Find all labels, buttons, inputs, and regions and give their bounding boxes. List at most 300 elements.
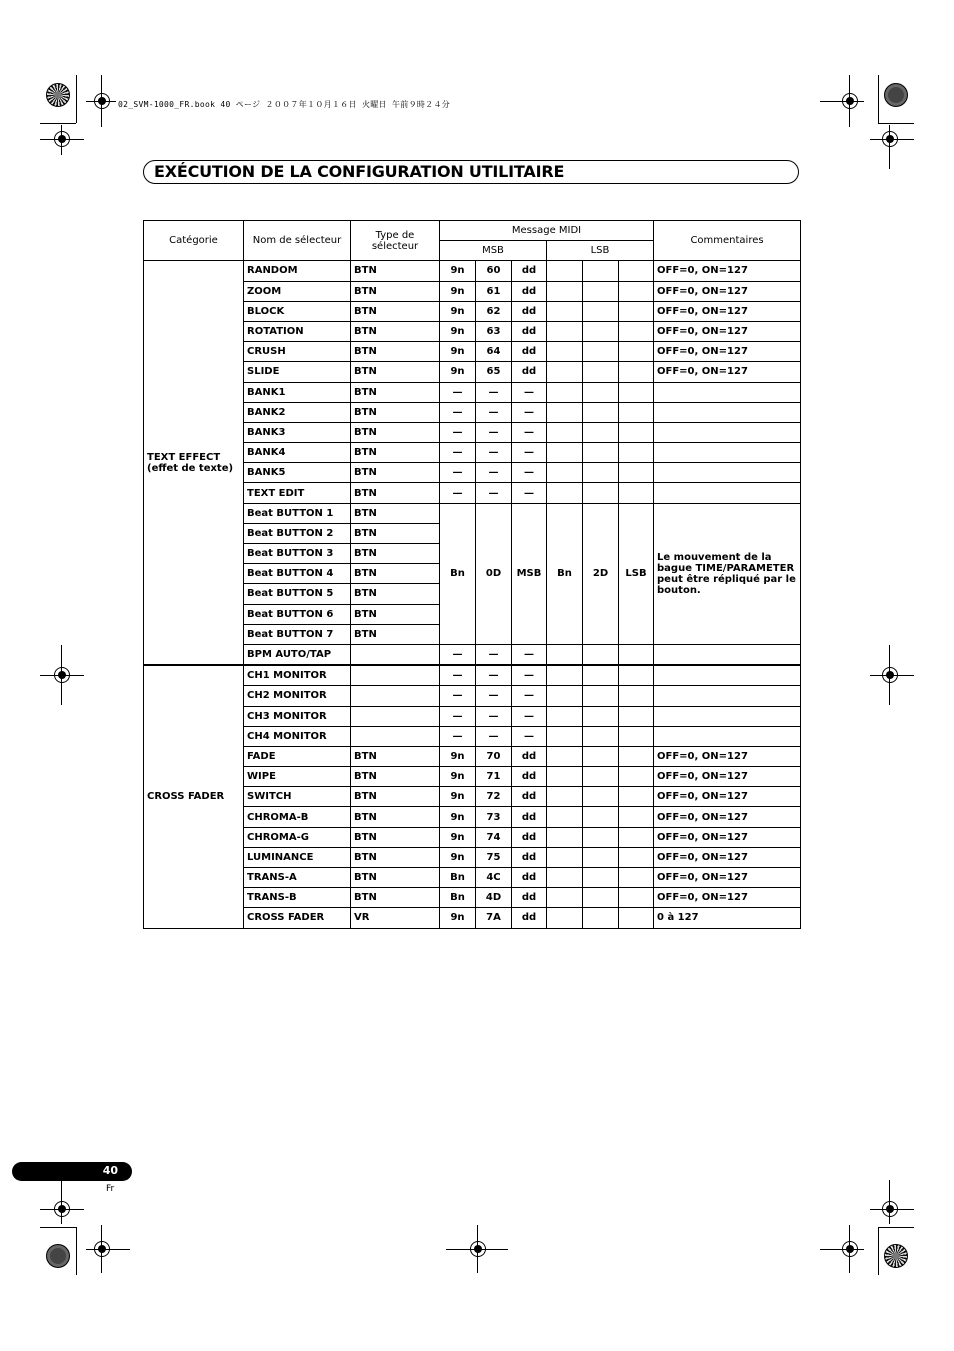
crop-line bbox=[820, 1249, 864, 1250]
table-cell bbox=[351, 726, 440, 746]
table-cell: BTN bbox=[351, 443, 440, 463]
table-cell: 9n bbox=[440, 908, 476, 928]
crop-line bbox=[101, 75, 102, 127]
table-cell: Beat BUTTON 7 bbox=[244, 624, 351, 644]
table-cell bbox=[547, 402, 583, 422]
table-cell: BANK5 bbox=[244, 463, 351, 483]
table-cell bbox=[583, 827, 619, 847]
table-cell: CRUSH bbox=[244, 342, 351, 362]
table-cell: dd bbox=[512, 767, 547, 787]
table-cell: OFF=0, ON=127 bbox=[654, 807, 801, 827]
crop-line bbox=[40, 1209, 84, 1210]
table-cell: — bbox=[440, 443, 476, 463]
table-cell bbox=[619, 908, 654, 928]
table-cell: — bbox=[512, 443, 547, 463]
table-cell: BPM AUTO/TAP bbox=[244, 644, 351, 665]
table-cell bbox=[583, 402, 619, 422]
table-cell bbox=[619, 665, 654, 686]
table-cell bbox=[351, 644, 440, 665]
table-cell: dd bbox=[512, 847, 547, 867]
table-cell bbox=[547, 847, 583, 867]
table-cell: 72 bbox=[476, 787, 512, 807]
table-cell: dd bbox=[512, 827, 547, 847]
table-cell: RANDOM bbox=[244, 261, 351, 281]
table-cell: OFF=0, ON=127 bbox=[654, 868, 801, 888]
table-cell bbox=[583, 644, 619, 665]
table-cell bbox=[583, 443, 619, 463]
table-cell: OFF=0, ON=127 bbox=[654, 888, 801, 908]
table-cell: FADE bbox=[244, 746, 351, 766]
table-cell bbox=[619, 847, 654, 867]
table-cell bbox=[654, 382, 801, 402]
page-title: EXÉCUTION DE LA CONFIGURATION UTILITAIRE bbox=[154, 162, 565, 181]
table-cell bbox=[547, 281, 583, 301]
table-cell: LSB bbox=[619, 503, 654, 644]
table-cell: BTN bbox=[351, 544, 440, 564]
table-cell bbox=[654, 726, 801, 746]
table-cell bbox=[619, 261, 654, 281]
table-cell bbox=[583, 847, 619, 867]
registration-disc-icon bbox=[46, 1244, 70, 1268]
header-midi-message: Message MIDI bbox=[440, 221, 654, 241]
table-cell: BTN bbox=[351, 604, 440, 624]
header-selector-type: Type de sélecteur bbox=[351, 221, 440, 261]
table-cell bbox=[654, 463, 801, 483]
table-cell bbox=[547, 261, 583, 281]
table-cell: — bbox=[512, 665, 547, 686]
table-cell: — bbox=[440, 686, 476, 706]
table-cell bbox=[583, 321, 619, 341]
table-cell bbox=[583, 726, 619, 746]
table-cell: ZOOM bbox=[244, 281, 351, 301]
table-cell bbox=[583, 261, 619, 281]
table-cell bbox=[654, 443, 801, 463]
table-cell: OFF=0, ON=127 bbox=[654, 827, 801, 847]
table-cell: 9n bbox=[440, 261, 476, 281]
table-cell bbox=[654, 686, 801, 706]
table-cell: dd bbox=[512, 362, 547, 382]
table-cell: LUMINANCE bbox=[244, 847, 351, 867]
table-row bbox=[144, 665, 801, 686]
table-cell: 75 bbox=[476, 847, 512, 867]
table-cell: — bbox=[476, 726, 512, 746]
crop-line bbox=[101, 1225, 102, 1273]
table-cell: OFF=0, ON=127 bbox=[654, 847, 801, 867]
table-cell bbox=[583, 807, 619, 827]
table-cell: CHROMA-B bbox=[244, 807, 351, 827]
table-cell: BTN bbox=[351, 503, 440, 523]
table-cell: BTN bbox=[351, 564, 440, 584]
table-cell: 4D bbox=[476, 888, 512, 908]
table-cell bbox=[619, 382, 654, 402]
table-cell: — bbox=[440, 644, 476, 665]
table-cell: 9n bbox=[440, 807, 476, 827]
table-cell: TEXT EDIT bbox=[244, 483, 351, 503]
table-cell: BTN bbox=[351, 807, 440, 827]
table-cell: 60 bbox=[476, 261, 512, 281]
table-cell bbox=[547, 362, 583, 382]
table-cell: BTN bbox=[351, 868, 440, 888]
table-cell bbox=[351, 686, 440, 706]
table-cell: ROTATION bbox=[244, 321, 351, 341]
table-cell: — bbox=[512, 422, 547, 442]
table-cell bbox=[619, 807, 654, 827]
table-cell: BTN bbox=[351, 523, 440, 543]
crop-line bbox=[889, 645, 890, 705]
table-cell: Beat BUTTON 3 bbox=[244, 544, 351, 564]
table-cell: dd bbox=[512, 321, 547, 341]
table-cell bbox=[583, 888, 619, 908]
table-cell: — bbox=[512, 706, 547, 726]
crop-line bbox=[889, 1180, 890, 1224]
table-cell bbox=[619, 443, 654, 463]
table-cell bbox=[547, 787, 583, 807]
table-cell bbox=[619, 746, 654, 766]
table-row bbox=[144, 261, 801, 281]
table-cell bbox=[583, 301, 619, 321]
crop-line bbox=[40, 123, 76, 124]
table-cell: dd bbox=[512, 888, 547, 908]
table-cell: SWITCH bbox=[244, 787, 351, 807]
crop-line bbox=[40, 139, 84, 140]
table-cell: BTN bbox=[351, 463, 440, 483]
table-cell bbox=[619, 706, 654, 726]
table-cell bbox=[619, 767, 654, 787]
table-cell bbox=[583, 767, 619, 787]
crop-line bbox=[878, 123, 914, 124]
table-cell bbox=[583, 908, 619, 928]
table-cell: — bbox=[440, 422, 476, 442]
table-cell: CH2 MONITOR bbox=[244, 686, 351, 706]
table-cell: — bbox=[476, 443, 512, 463]
table-cell: BANK3 bbox=[244, 422, 351, 442]
beat-comment: Le mouvement de la bague TIME/PARAMETER peut être répliqué par le bouton. bbox=[654, 503, 801, 644]
table-cell: BTN bbox=[351, 281, 440, 301]
table-cell: — bbox=[440, 665, 476, 686]
table-cell bbox=[547, 686, 583, 706]
table-cell: TRANS-B bbox=[244, 888, 351, 908]
table-cell bbox=[583, 342, 619, 362]
table-cell bbox=[547, 342, 583, 362]
table-cell bbox=[619, 483, 654, 503]
table-cell: BTN bbox=[351, 584, 440, 604]
table-cell bbox=[619, 422, 654, 442]
table-cell: Beat BUTTON 1 bbox=[244, 503, 351, 523]
table-cell bbox=[547, 422, 583, 442]
table-cell: — bbox=[512, 483, 547, 503]
table-cell: Beat BUTTON 4 bbox=[244, 564, 351, 584]
registration-disc-icon bbox=[884, 83, 908, 107]
table-cell: BTN bbox=[351, 321, 440, 341]
table-cell: BTN bbox=[351, 362, 440, 382]
header-selector-name: Nom de sélecteur bbox=[244, 221, 351, 261]
table-cell: CH1 MONITOR bbox=[244, 665, 351, 686]
table-cell: Beat BUTTON 5 bbox=[244, 584, 351, 604]
crop-line bbox=[849, 75, 850, 127]
crop-line bbox=[86, 1249, 130, 1250]
table-cell: — bbox=[476, 644, 512, 665]
crop-line bbox=[878, 1227, 879, 1275]
table-cell: BANK4 bbox=[244, 443, 351, 463]
table-cell: BTN bbox=[351, 847, 440, 867]
table-cell: 9n bbox=[440, 787, 476, 807]
table-cell: BANK1 bbox=[244, 382, 351, 402]
table-cell bbox=[583, 281, 619, 301]
table-cell bbox=[547, 443, 583, 463]
table-cell bbox=[547, 726, 583, 746]
table-cell: OFF=0, ON=127 bbox=[654, 342, 801, 362]
table-cell: 0 à 127 bbox=[654, 908, 801, 928]
table-cell: — bbox=[476, 402, 512, 422]
crop-line bbox=[61, 125, 62, 155]
table-cell bbox=[547, 463, 583, 483]
midi-table bbox=[143, 220, 801, 929]
table-cell bbox=[619, 402, 654, 422]
table-cell: — bbox=[476, 706, 512, 726]
table-cell: BTN bbox=[351, 767, 440, 787]
table-cell: CHROMA-G bbox=[244, 827, 351, 847]
registration-disc-icon bbox=[46, 83, 70, 107]
table-cell: BLOCK bbox=[244, 301, 351, 321]
crop-line bbox=[76, 1227, 77, 1275]
table-cell: — bbox=[512, 726, 547, 746]
table-cell: TRANS-A bbox=[244, 868, 351, 888]
table-cell bbox=[547, 706, 583, 726]
page-number: 40 bbox=[102, 1164, 118, 1177]
table-cell: dd bbox=[512, 281, 547, 301]
table-cell: OFF=0, ON=127 bbox=[654, 321, 801, 341]
table-cell bbox=[351, 706, 440, 726]
table-cell bbox=[547, 767, 583, 787]
table-cell: dd bbox=[512, 807, 547, 827]
table-cell: 64 bbox=[476, 342, 512, 362]
table-cell: — bbox=[440, 402, 476, 422]
table-cell: — bbox=[476, 483, 512, 503]
table-cell: dd bbox=[512, 301, 547, 321]
table-cell: 7A bbox=[476, 908, 512, 928]
header-comments: Commentaires bbox=[654, 221, 801, 261]
table-cell: 65 bbox=[476, 362, 512, 382]
table-cell bbox=[654, 644, 801, 665]
table-cell: 2D bbox=[583, 503, 619, 644]
table-cell bbox=[583, 868, 619, 888]
table-cell: — bbox=[440, 726, 476, 746]
table-cell: MSB bbox=[512, 503, 547, 644]
table-cell bbox=[351, 665, 440, 686]
table-cell: Bn bbox=[440, 503, 476, 644]
table-cell bbox=[547, 746, 583, 766]
table-cell: 9n bbox=[440, 342, 476, 362]
crop-line bbox=[889, 125, 890, 169]
table-cell bbox=[654, 706, 801, 726]
header-category: Catégorie bbox=[144, 221, 244, 261]
table-cell: dd bbox=[512, 261, 547, 281]
table-cell bbox=[583, 463, 619, 483]
table-cell: — bbox=[512, 463, 547, 483]
table-cell bbox=[619, 321, 654, 341]
table-cell: OFF=0, ON=127 bbox=[654, 281, 801, 301]
table-cell: 9n bbox=[440, 847, 476, 867]
crop-line bbox=[477, 1225, 478, 1273]
crop-line bbox=[878, 75, 879, 123]
table-cell bbox=[619, 281, 654, 301]
table-cell bbox=[547, 301, 583, 321]
table-cell bbox=[654, 665, 801, 686]
table-cell bbox=[619, 868, 654, 888]
table-cell: 63 bbox=[476, 321, 512, 341]
table-cell bbox=[547, 665, 583, 686]
table-cell: — bbox=[440, 483, 476, 503]
header-msb: MSB bbox=[440, 241, 547, 261]
table-cell: dd bbox=[512, 342, 547, 362]
table-cell: Beat BUTTON 2 bbox=[244, 523, 351, 543]
table-cell: BTN bbox=[351, 382, 440, 402]
table-cell: BTN bbox=[351, 746, 440, 766]
table-cell bbox=[583, 706, 619, 726]
crop-line bbox=[820, 101, 864, 102]
crop-line bbox=[40, 675, 84, 676]
table-cell: dd bbox=[512, 908, 547, 928]
table-cell: 9n bbox=[440, 746, 476, 766]
crop-line bbox=[870, 675, 914, 676]
table-cell bbox=[547, 382, 583, 402]
table-cell bbox=[583, 686, 619, 706]
table-cell bbox=[583, 362, 619, 382]
table-cell: 62 bbox=[476, 301, 512, 321]
table-cell bbox=[619, 726, 654, 746]
table-cell: BTN bbox=[351, 422, 440, 442]
table-cell: BTN bbox=[351, 402, 440, 422]
table-cell: CH3 MONITOR bbox=[244, 706, 351, 726]
table-cell bbox=[583, 787, 619, 807]
table-cell bbox=[619, 644, 654, 665]
table-cell: BANK2 bbox=[244, 402, 351, 422]
table-cell: WIPE bbox=[244, 767, 351, 787]
table-cell bbox=[547, 807, 583, 827]
table-cell: CH4 MONITOR bbox=[244, 726, 351, 746]
table-cell: Bn bbox=[547, 503, 583, 644]
table-cell: OFF=0, ON=127 bbox=[654, 261, 801, 281]
table-cell bbox=[547, 321, 583, 341]
table-cell bbox=[547, 644, 583, 665]
title-bar bbox=[143, 160, 799, 184]
table-cell: BTN bbox=[351, 301, 440, 321]
table-cell bbox=[654, 483, 801, 503]
table-cell: 4C bbox=[476, 868, 512, 888]
table-cell bbox=[547, 908, 583, 928]
table-cell: — bbox=[512, 402, 547, 422]
table-cell: — bbox=[476, 422, 512, 442]
table-cell: — bbox=[512, 686, 547, 706]
category-cell: TEXT EFFECT (effet de texte) bbox=[144, 261, 244, 665]
table-cell: BTN bbox=[351, 342, 440, 362]
table-cell bbox=[583, 422, 619, 442]
table-cell: 9n bbox=[440, 827, 476, 847]
table-cell: Bn bbox=[440, 888, 476, 908]
table-cell: — bbox=[476, 665, 512, 686]
crop-line bbox=[878, 1227, 914, 1228]
table-cell: 9n bbox=[440, 767, 476, 787]
crop-line bbox=[870, 139, 914, 140]
crop-line bbox=[76, 75, 77, 123]
table-cell: Beat BUTTON 6 bbox=[244, 604, 351, 624]
page-number-badge bbox=[12, 1162, 132, 1181]
crop-line bbox=[870, 1209, 914, 1210]
table-cell: — bbox=[512, 382, 547, 402]
table-cell: 9n bbox=[440, 301, 476, 321]
table-cell bbox=[583, 746, 619, 766]
table-cell: OFF=0, ON=127 bbox=[654, 767, 801, 787]
table-cell bbox=[583, 483, 619, 503]
header-lsb: LSB bbox=[547, 241, 654, 261]
table-cell: dd bbox=[512, 787, 547, 807]
table-cell: BTN bbox=[351, 827, 440, 847]
category-cell: CROSS FADER bbox=[144, 665, 244, 928]
table-cell bbox=[619, 301, 654, 321]
table-cell: 61 bbox=[476, 281, 512, 301]
table-cell bbox=[654, 402, 801, 422]
table-cell bbox=[619, 888, 654, 908]
table-cell: OFF=0, ON=127 bbox=[654, 787, 801, 807]
table-cell bbox=[583, 665, 619, 686]
table-cell: 9n bbox=[440, 281, 476, 301]
table-cell: BTN bbox=[351, 888, 440, 908]
table-cell: — bbox=[440, 463, 476, 483]
table-cell: BTN bbox=[351, 483, 440, 503]
table-cell: BTN bbox=[351, 787, 440, 807]
table-cell bbox=[583, 382, 619, 402]
table-cell: BTN bbox=[351, 624, 440, 644]
table-cell: — bbox=[440, 706, 476, 726]
table-cell: — bbox=[476, 382, 512, 402]
language-label: Fr bbox=[106, 1184, 115, 1194]
table-cell bbox=[654, 422, 801, 442]
table-cell: 71 bbox=[476, 767, 512, 787]
table-cell bbox=[619, 827, 654, 847]
table-cell: — bbox=[440, 382, 476, 402]
table-cell bbox=[619, 787, 654, 807]
table-cell bbox=[619, 342, 654, 362]
table-cell: VR bbox=[351, 908, 440, 928]
table-cell: OFF=0, ON=127 bbox=[654, 362, 801, 382]
crop-line bbox=[61, 645, 62, 705]
table-cell bbox=[619, 686, 654, 706]
table-cell: OFF=0, ON=127 bbox=[654, 746, 801, 766]
table-cell: OFF=0, ON=127 bbox=[654, 301, 801, 321]
crop-line bbox=[40, 1227, 76, 1228]
table-cell: BTN bbox=[351, 261, 440, 281]
table-cell: — bbox=[476, 686, 512, 706]
crop-line bbox=[849, 1225, 850, 1273]
table-cell: — bbox=[512, 644, 547, 665]
file-header: 02_SVM-1000_FR.book 40 ページ ２００７年１０月１６日 火曜日 午前９時２４分 bbox=[118, 100, 451, 109]
registration-disc-icon bbox=[884, 1244, 908, 1268]
table-cell: 73 bbox=[476, 807, 512, 827]
table-cell bbox=[547, 888, 583, 908]
table-cell: 0D bbox=[476, 503, 512, 644]
table-cell bbox=[619, 463, 654, 483]
table-cell: SLIDE bbox=[244, 362, 351, 382]
table-cell: 70 bbox=[476, 746, 512, 766]
table-cell: dd bbox=[512, 746, 547, 766]
table-cell: dd bbox=[512, 868, 547, 888]
table-cell bbox=[619, 362, 654, 382]
crop-line bbox=[61, 1180, 62, 1224]
table-cell: 74 bbox=[476, 827, 512, 847]
table-cell: — bbox=[476, 463, 512, 483]
table-cell bbox=[547, 868, 583, 888]
table-cell bbox=[547, 827, 583, 847]
